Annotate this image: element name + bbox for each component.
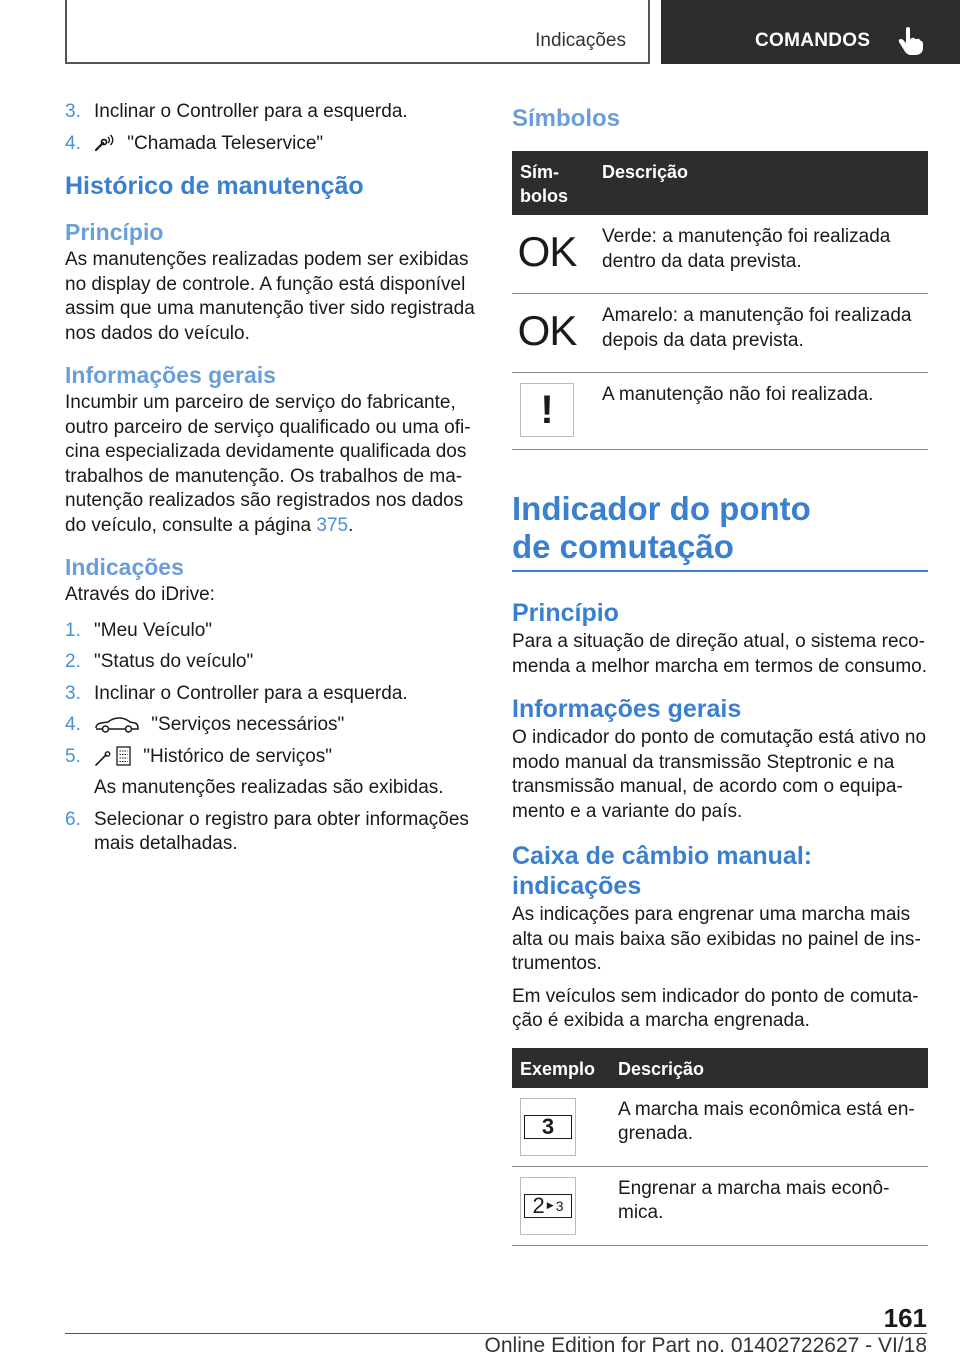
shift-up-indicator-icon [520, 1177, 576, 1235]
paragraph-caixa-2: Em veículos sem indicador do ponto de comutação é exibida a marcha engrenada. [512, 985, 919, 1031]
hand-pointer-icon [898, 26, 924, 56]
list-item [65, 713, 477, 738]
target-gear-number: 3 [555, 1197, 564, 1214]
current-gear-number: 2 [532, 1192, 545, 1218]
ok-yellow-icon [517, 304, 577, 358]
step-number: 2. [65, 651, 81, 672]
symbol-ok-text: OK [517, 228, 577, 275]
arrow-right-icon: ▶ [546, 1200, 554, 1210]
heading-informacoes: Informações gerais [65, 362, 276, 388]
heading-principio: Princípio [65, 219, 164, 245]
step-text: Inclinar o Controller para a esquerda. [94, 101, 408, 122]
heading-caixa: Caixa de câmbio manual: indicações [512, 842, 813, 900]
page-link-375[interactable]: 375 [316, 514, 349, 536]
column-header-example: Exemplo [512, 1048, 610, 1088]
table-row [512, 373, 928, 450]
column-header-description: Descrição [610, 1048, 928, 1088]
exclamation-icon [520, 383, 574, 437]
section-divider [512, 570, 928, 572]
heading-simbolos: Símbolos [512, 105, 621, 132]
examples-table [512, 1048, 928, 1246]
example-cell [512, 1166, 610, 1245]
phone-wrench-icon [94, 134, 116, 152]
paragraph-principio-right: Para a situação de direção atual, o sistema recomenda a melhor marcha em termos de consumo. [512, 631, 928, 677]
list-item [65, 808, 477, 857]
step-text: "Chamada Teleservice" [127, 132, 324, 154]
table-row [512, 1166, 928, 1245]
symbol-cell [512, 373, 594, 450]
chapter-title: COMANDOS [755, 30, 871, 51]
step-number: 4. [65, 714, 81, 735]
step-number: 4. [65, 132, 81, 154]
top-steps-list [65, 100, 477, 156]
heading-informacoes-right: Informações gerais [512, 695, 742, 723]
idrive-steps-list [65, 619, 477, 857]
paragraph-indicacoes: Através do iDrive: [65, 584, 215, 605]
page-number: 161 [883, 1303, 927, 1333]
right-column [512, 104, 928, 1246]
column-header-description: Descrição [594, 151, 928, 215]
table-row [512, 215, 928, 294]
paragraph-informacoes-right: O indicador do ponto de comutação está ativo no modo manual da transmissão Steptronic e na transmissão manual, de acordo com o equipamento e a variante do país. [512, 727, 927, 822]
description-cell: Verde: a manutenção foi realizada dentro da data prevista. [594, 215, 928, 294]
edition-note: Online Edition for Part no. 01402722627 - VI/18 [484, 1334, 927, 1357]
step-text: "Histórico de serviços" [143, 745, 333, 767]
wrench-list-icon [94, 745, 132, 767]
symbol-ok-text: OK [517, 307, 577, 354]
list-item [65, 745, 477, 801]
step-text: "Meu Veículo" [94, 619, 213, 641]
gear-indicator-icon [520, 1098, 576, 1156]
step-text: "Status do veículo" [94, 651, 254, 672]
paragraph-principio: As manutenções realizadas podem ser exibidas no display de controle. A função está disponível assim que uma manutenção tiver sido registrada nos dados do veículo. [65, 249, 475, 344]
step-number: 3. [65, 682, 81, 704]
ok-green-icon [517, 225, 577, 279]
table-row [512, 294, 928, 373]
chapter-tab [661, 0, 960, 64]
paragraph-informacoes [65, 391, 477, 538]
table-header-row [512, 151, 928, 215]
list-item [65, 682, 477, 707]
step-subtext: As manutenções realizadas são exibidas. [94, 777, 444, 798]
table-header-row [512, 1048, 928, 1088]
left-column [65, 100, 477, 864]
table-row [512, 1088, 928, 1167]
symbols-table [512, 151, 928, 450]
symbol-cell [512, 294, 594, 373]
symbol-exclamation-text: ! [540, 388, 554, 432]
list-item [65, 132, 477, 157]
heading-historico: Histórico de manutenção [65, 172, 364, 200]
step-text: "Serviços necessários" [151, 714, 345, 735]
paragraph-caixa-1: As indicações para engrenar uma marcha mais alta ou mais baixa são exibidas no painel de instrumentos. [512, 904, 921, 974]
list-item [65, 650, 477, 675]
step-number: 3. [65, 101, 81, 122]
step-text: Inclinar o Controller para a esquerda. [94, 682, 408, 704]
heading-indicacoes: Indicações [65, 554, 184, 580]
description-cell: A manutenção não foi realizada. [594, 373, 928, 450]
list-item [65, 619, 477, 644]
column-header-symbols: Símbolos [512, 151, 594, 215]
section-tab [65, 0, 650, 64]
description-cell: Amarelo: a manutenção foi realizada depois da data prevista. [594, 294, 928, 373]
page-header [0, 0, 960, 66]
paragraph-informacoes-end: . [348, 514, 354, 536]
paragraph-informacoes-text: Incumbir um parceiro de serviço do fabricante, outro parceiro de serviço qualificado ou uma oficina especializada devidamente qualificada dos trabalhos de manutenção. Os trabalhos de manutenção realizados são registrados nos dados do veículo, consulte a página [65, 392, 471, 536]
step-number: 6. [65, 808, 81, 830]
step-number: 1. [65, 619, 81, 641]
example-cell [512, 1088, 610, 1167]
description-cell: Engrenar a marcha mais econômica. [610, 1166, 928, 1245]
description-cell: A marcha mais econômica está engrenada. [610, 1088, 928, 1167]
car-icon [94, 716, 140, 734]
symbol-cell [512, 215, 594, 294]
step-text: Selecionar o registro para obter informações mais detalhadas. [94, 808, 469, 854]
heading-indicador: Indicador do ponto de comutação [512, 490, 811, 565]
section-title: Indicações [535, 30, 626, 51]
list-item [65, 100, 477, 125]
heading-principio-right: Princípio [512, 599, 619, 627]
step-number: 5. [65, 745, 81, 767]
gear-number: 3 [541, 1113, 555, 1139]
